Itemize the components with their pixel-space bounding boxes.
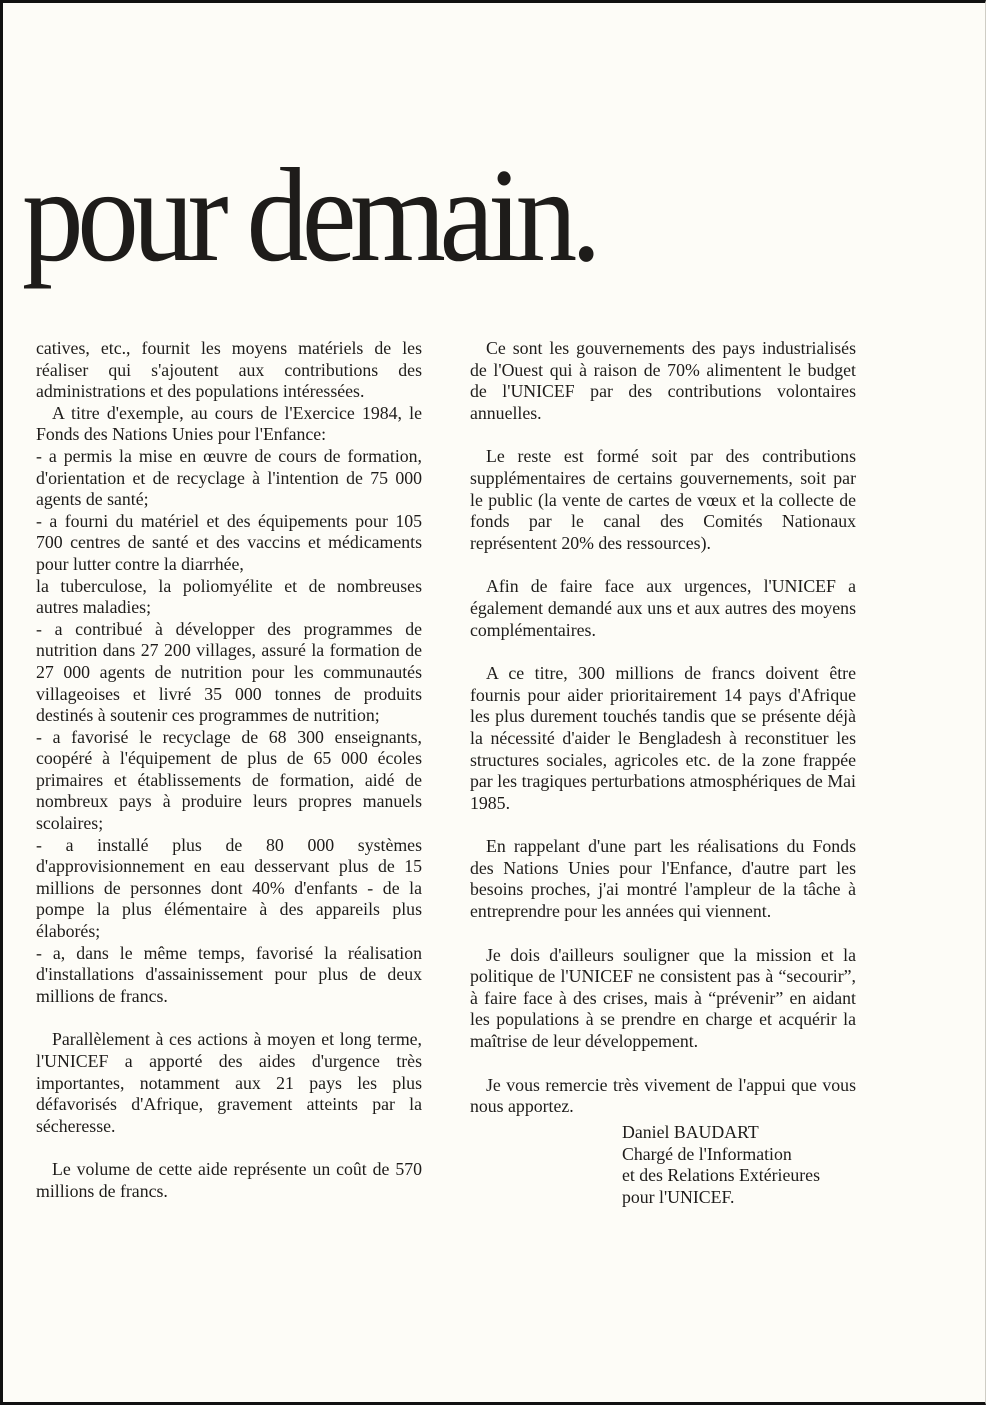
left-column — [36, 338, 422, 1203]
list-item: la tuberculose, la poliomyélite et de nombreuses autres maladies; — [36, 575, 422, 618]
signatory-title: pour l'UNICEF. — [622, 1186, 735, 1207]
paragraph: En rappelant d'une part les réalisations du Fonds des Nations Unies pour l'Enfance, d'autre part les besoins proches, j'ai montré l'ampleur de la tâche à entreprendre pour les années qui viennent. — [470, 836, 856, 922]
paragraph: catives, etc., fournit les moyens matériels de les réaliser qui s'ajoutent aux contributions des administrations et des populations intéressées. — [36, 338, 422, 402]
paragraph: A titre d'exemple, au cours de l'Exercice 1984, le Fonds des Nations Unies pour l'Enfance: — [36, 402, 422, 445]
list-item: - a permis la mise en œuvre de cours de formation, d'orientation et de recyclage à l'intention de 75 000 agents de santé; — [36, 445, 422, 510]
signatory-title: Chargé de l'Information — [622, 1143, 792, 1164]
signatory-title: et des Relations Extérieures — [622, 1165, 820, 1186]
list-item: - a contribué à développer des programmes de nutrition dans 27 200 villages, assuré la formation de 27 000 agents de nutrition pour les communautés villageoises et livré 35 000 tonnes de produits destinés à soutenir ces programmes de nutrition; — [36, 618, 422, 726]
paragraph: Je vous remercie très vivement de l'appui que vous nous apportez. — [470, 1074, 856, 1117]
headline: pour demain. — [22, 141, 596, 289]
list-item: - a fourni du matériel et des équipements pour 105 700 centres de santé et des vaccins et médicaments pour lutter contre la diarrhée, — [36, 510, 422, 574]
paragraph: Afin de faire face aux urgences, l'UNICEF a également demandé aux uns et aux autres des moyens complémentaires. — [470, 576, 856, 640]
paragraph: Le reste est formé soit par des contributions supplémentaires de certains gouvernements, soit par le public (la vente de cartes de vœux et la collecte de fonds par le canal des Comités Nationaux représentent 20% des ressources). — [470, 446, 856, 553]
list-item: - a favorisé le recyclage de 68 300 enseignants, coopéré à l'équipement de plus de 65 000 écoles primaires et établissements de formation, aidé de nombreux pays à produire leurs propres manuels scolaires; — [36, 726, 422, 834]
paragraph: A ce titre, 300 millions de francs doivent être fournis pour aider prioritairement 14 pays d'Afrique les plus durement touchés tandis que se présente déjà la nécessité d'aider le Bengladesh à reconstituer les structures sociales, agricoles etc. de la zone frappée par les tragiques perturbations atmosphériques de Mai 1985. — [470, 663, 856, 813]
paragraph: Ce sont les gouvernements des pays industrialisés de l'Ouest qui à raison de 70% alimentent le budget de l'UNICEF par des contributions volontaires annuelles. — [470, 338, 856, 423]
signature-block — [622, 1122, 820, 1208]
list-item: - a, dans le même temps, favorisé la réalisation d'installations d'assainissement pour plus de deux millions de francs. — [36, 942, 422, 1006]
paragraph: Le volume de cette aide représente un coût de 570 millions de francs. — [36, 1159, 422, 1201]
paragraph: Je dois d'ailleurs souligner que la mission et la politique de l'UNICEF ne consistent pas à “secourir”, à faire face à des crises, mais à “prévenir” en aidant les populations à se prendre en charge et acquérir la maîtrise de leur développement. — [470, 944, 856, 1052]
signatory-name: Daniel BAUDART — [622, 1122, 759, 1142]
right-column — [470, 338, 856, 1140]
list-item: - a installé plus de 80 000 systèmes d'approvisionnement en eau desservant plus de 15 millions de personnes dont 40% d'enfants - de la pompe la plus élémentaire à des appareils plus élaborés; — [36, 834, 422, 942]
paragraph: Parallèlement à ces actions à moyen et long terme, l'UNICEF a apporté des aides d'urgence très importantes, notamment aux 21 pays les plus défavorisés d'Afrique, gravement atteints par la sécheresse. — [36, 1029, 422, 1136]
